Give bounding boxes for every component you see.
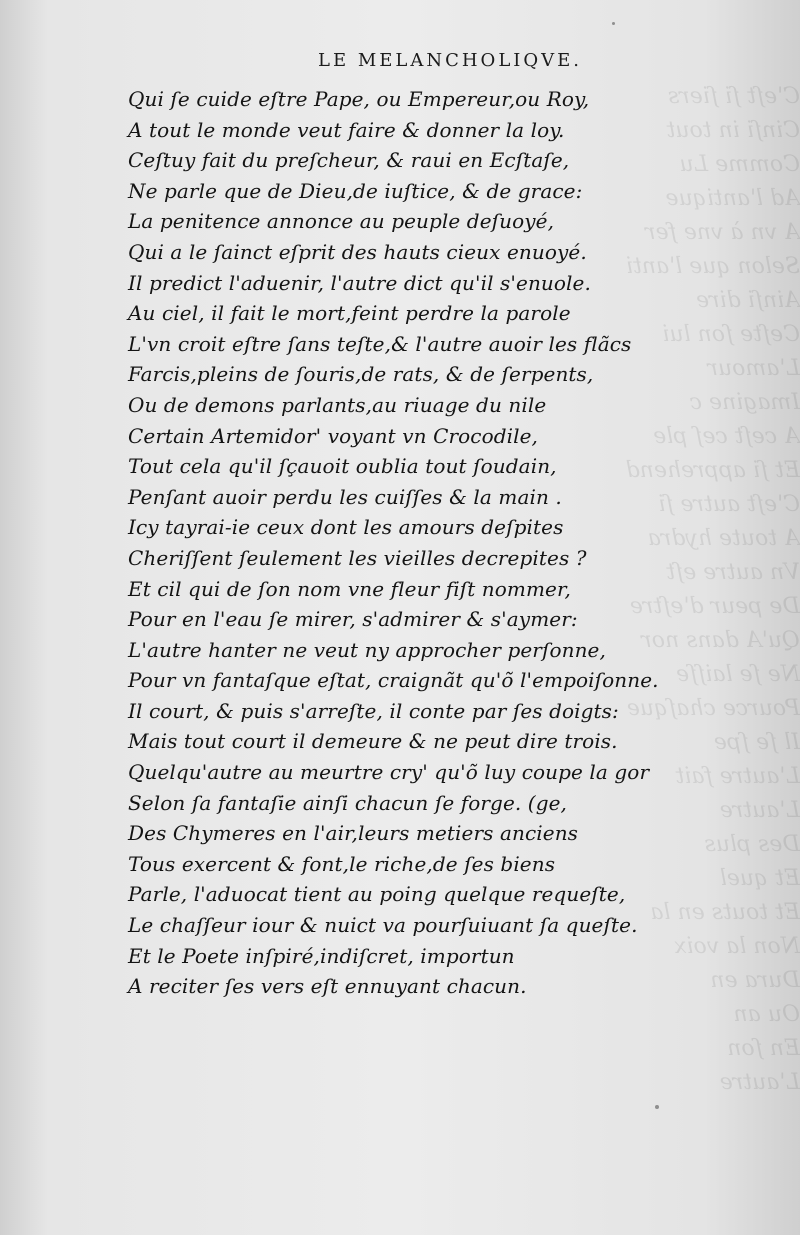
verse-line: Icy tayrai-ie ceux dont les amours deſpites (128, 515, 564, 540)
verse-line: Ceſtuy fait du preſcheur, & raui en Ecſtaſe, (128, 148, 570, 173)
verse-line: L'vn croit eſtre ſans teſte,& l'autre auoir les flãcs (128, 331, 632, 356)
verse-line: Pour en l'eau ſe mirer, s'admirer & s'aymer: (128, 607, 578, 632)
ink-spot (655, 1105, 659, 1109)
verse-line: Qui a le ſainct eſprit des hauts cieux enuoyé. (128, 239, 587, 264)
verse-line: Des Chymeres en l'air,leurs metiers anciens (128, 821, 579, 846)
verse-line: Selon ſa fantaſie ainſi chacun ſe forge. (ge, (128, 790, 567, 815)
verse-line: Il court, & puis s'arreſte, il conte par ſes doigts: (128, 698, 619, 723)
verse-line: Le chaſſeur iour & nuict va pourſuiuant ſa queſte. (128, 913, 638, 938)
running-title: LE MELANCHOLIQVE. (318, 50, 582, 71)
verse-line: Tout cela qu'il ſçauoit oublia tout ſoudain, (128, 454, 557, 479)
ink-spot (612, 22, 615, 25)
verse-line: Il predict l'aduenir, l'autre dict qu'il s'enuole. (128, 270, 591, 295)
bleed-through-text: C'eſt ſi ſiers Cinſi in tout Comme Lu Ad l'antique A vn à vne fer Selon que l'anti Ainſi dire Ceſte ſon lui L'amour Imagine c A ceſt ceſ ple Et ſi apprehend C'eſt autre ſi A toute hydra Vn autre eſt De peur d'eſtre Qu'A dans nor Ne ſe laiſſe Pource chaſque Il ſe ſpe L'autre fait L'autre Des plus Et quel Et touts en la Non la voix Dura en Ou an En ſon L'autre (625, 84, 800, 1095)
verse-line: Ou de demons parlants,au riuage du nile (128, 392, 547, 417)
verse-line: A reciter ſes vers eſt ennuyant chacun. (128, 974, 527, 999)
verse-line: Et le Poete inſpiré,indiſcret, importun (128, 943, 515, 968)
verse-line: Penſant auoir perdu les cuiſſes & la main . (128, 484, 562, 509)
verse-line: Ne parle que de Dieu,de iuſtice, & de grace: (128, 178, 583, 203)
verse-line: La penitence annonce au peuple deſuoyé, (128, 209, 555, 234)
verse-line: Certain Artemidor' voyant vn Crocodile, (128, 423, 539, 448)
verse-line: Mais tout court il demeure & ne peut dire trois. (128, 729, 618, 754)
poem-text (128, 84, 688, 1002)
verse-line: Cheriſſent ſeulement les vieilles decrepites ? (128, 545, 587, 570)
verse-line: A tout le monde veut faire & donner la loy. (128, 117, 565, 142)
verse-line: Au ciel, il fait le mort,feint perdre la parole (128, 301, 571, 326)
verse-line: Qui ſe cuide eſtre Pape, ou Empereur,ou Roy, (128, 87, 590, 111)
verse-line: Tous exercent & font,le riche,de ſes biens (128, 851, 556, 876)
verse-line: Et cil qui de ſon nom vne fleur fiſt nommer, (128, 576, 571, 601)
verse-line: Quelqu'autre au meurtre cry' qu'õ luy coupe la gor (128, 760, 650, 785)
verse-line: Parle, l'aduocat tient au poing quelque requeſte, (128, 882, 626, 907)
verse-line: Pour vn fantaſque eſtat, craignãt qu'õ l'empoiſonne. (128, 668, 659, 693)
verse-line: Farcis,pleins de ſouris,de rats, & de ſerpents, (128, 362, 594, 387)
verse-line: L'autre hanter ne veut ny approcher perſonne, (128, 637, 606, 662)
